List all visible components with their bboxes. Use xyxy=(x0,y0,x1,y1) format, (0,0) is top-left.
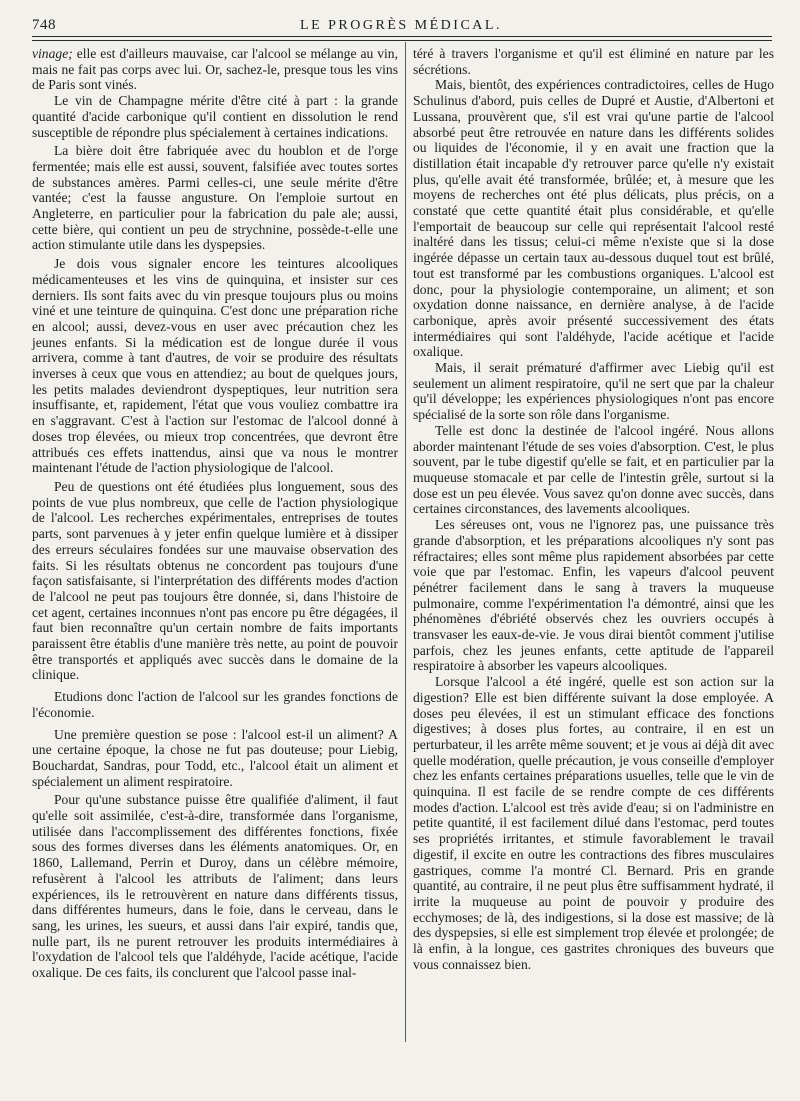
paragraph: Une première question se pose : l'alcool est-il un aliment? A une certaine époque, la chose ne fut pas douteuse; pour Liebig, Bouchardat, Sandras, pour Todd, etc., l'alcool était un aliment et spécialement un aliment respiratoire. xyxy=(32,726,398,789)
left-column xyxy=(32,46,398,981)
header-rule-top xyxy=(32,36,772,37)
paragraph: Lorsque l'alcool a été ingéré, quelle est son action sur la digestion? Elle est bien différente suivant la dose employée. A doses peu élevées, il est un stimulant efficace des fonctions digestives; à doses plus fortes, au contraire, il en est un perturbateur, il les arrête même souvent; et je vous ai déjà dit avec quelle modération, quelle précaution, je vous conseille d'employer chez les enfants certaines préparations usuelles, telle que le vin de quinquina. Il est facile de se rendre compte de ces différents modes d'action. L'alcool est très avide d'eau; si on l'administre en petite quantité, il est facilement dilué dans l'estomac, perd toutes ses propriétés irritantes, et stimule favorablement le travail digestif, il excite en outre les contractions des fibres musculaires gastriques, comme l'a montré Cl. Bernard. Pris en grande quantité, au contraire, il ne peut plus être suffisamment hydraté, il irrite la muqueuse au point de pouvoir y produire des ecchymoses; de là, des indigestions, si la dose est massive; de là des dyspepsies, si elle est simplement trop élevée et prolongée; de là enfin, à la longue, ces gastrites chroniques des buveurs que vous connaissez bien. xyxy=(413,674,774,972)
paragraph: La bière doit être fabriquée avec du houblon et de l'orge fermentée; mais elle est aussi, souvent, falsifiée avec toutes sortes de substances amères. Parmi celles-ci, une seule mérite d'être vantée; c'est la fausse angusture. On l'emploie surtout en Angleterre, en particulier pour la fabrication du pale ale; aussi, cette bière, qui contient un peu de strychnine, possède-t-elle une action stimulante utile dans les dyspepsies. xyxy=(32,143,398,253)
column-divider xyxy=(405,42,406,1042)
paragraph: Peu de questions ont été étudiées plus longuement, sous des points de vue plus nombreux, que celle de l'action physiologique de l'alcool. Les recherches expérimentales, entreprises de toutes parts, sont parvenues à y jeter enfin quelque lumière et à dissiper des erreurs séculaires fondées sur une mauvaise observation des faits. Si les résultats obtenus ne concordent pas toujours d'une façon satisfaisante, si l'interprétation des différents modes d'action de l'alcool ne peut pas toujours être donnée, si, dans l'histoire de cet agent, certaines inconnues n'ont pas encore pu être dégagées, il faut bien reconnaître qu'un certain nombre de faits importants paraissent être établis d'une manière très nette, au point de pouvoir être transportés et appliqués avec succès dans le domaine de la clinique. xyxy=(32,478,398,683)
paragraph: Etudions donc l'action de l'alcool sur les grandes fonctions de l'économie. xyxy=(32,689,398,720)
page-number: 748 xyxy=(32,17,56,33)
paragraph: Les séreuses ont, vous ne l'ignorez pas, une puissance très grande d'absorption, et les préparations alcooliques n'y sont pas réfractaires; elles sont même plus rapidement absorbées par cette voie que par l'estomac. Enfin, les vapeurs d'alcool peuvent pénétrer facilement dans le sang à travers la muqueuse pulmonaire, comme l'expérimentation l'a démontré, ainsi que les phénomènes d'ébriété observés chez les ouvriers occupés à transvaser les eaux-de-vie. Je vous dirai bientôt comment j'utilise parfois, chez les jeunes enfants, cette aptitude de l'appareil respiratoire à absorber les vapeurs alcooliques. xyxy=(413,517,774,674)
header-rule-bottom xyxy=(32,40,772,41)
paragraph: Je dois vous signaler encore les teintures alcooliques médicamenteuses et les vins de quinquina, et insister sur ces derniers. Ils sont faits avec du vin presque toujours plus ou moins viné et une teinture de quinquina. C'est donc une préparation riche en alcool; aussi, devez-vous en user avec précaution chez les jeunes enfants. Si la médication est de longue durée il vous arrivera, comme à tant d'autres, de voir se produire des résultats inverses à ceux que vous en attendiez; au bout de quelques jours, les petits malades deviendront dyspeptiques, leur nutrition sera insuffisante, et, rapidement, l'état que vous vouliez combattre ira en s'aggravant. C'est à l'action sur l'estomac de l'alcool donné à doses trop élevées, ou mieux trop concentrées, que devront être attribués ces effets inattendus, ainsi que va nous le montrer maintenant l'étude de l'action physiologique de l'alcool. xyxy=(32,256,398,476)
paragraph: Pour qu'une substance puisse être qualifiée d'aliment, il faut qu'elle soit assimilée, c'est-à-dire, transformée dans l'organisme, utilisée dans l'accomplissement des différentes fonctions, fixée sous des formes diverses dans les éléments anatomiques. Or, en 1860, Lallemand, Perrin et Duroy, dans un célèbre mémoire, refusèrent à l'alcool les attributs de l'aliment; dans leurs expériences, ils le retrouvèrent en nature dans différents tissus, dans différentes humeurs, dans le foie, dans le cerveau, dans le sang, les urines, les sueurs, et aussi dans l'air expiré, tandis que, nulle part, ils ne purent retrouver les produits intermédiaires à l'oxydation de l'alcool tels que l'aldéhyde, l'acide acétique, l'acide oxalique. De ces faits, ils conclurent que l'alcool passe inal- xyxy=(32,792,398,981)
paragraph: Le vin de Champagne mérite d'être cité à part : la grande quantité d'acide carbonique qu'il contient en dissolution le rend susceptible de répondre plus spécialement à certaines indications. xyxy=(32,93,398,140)
paragraph: téré à travers l'organisme et qu'il est éliminé en nature par les sécrétions. xyxy=(413,46,774,77)
paragraph xyxy=(32,46,398,93)
page-header xyxy=(32,14,770,36)
journal-title: LE PROGRÈS MÉDICAL. xyxy=(300,18,502,33)
paragraph-lead-word: vinage; xyxy=(32,46,73,61)
right-column xyxy=(413,46,774,972)
paragraph: Telle est donc la destinée de l'alcool ingéré. Nous allons aborder maintenant l'étude de ses voies d'absorption. C'est, le plus souvent, par le tube digestif qu'elle se fait, et en particulier par la muqueuse stomacale et par celle de l'intestin grêle, surtout si la dose est un peu élevée. Vous savez qu'on donne avec succès, dans certaines circonstances, des lavements alcooliques. xyxy=(413,422,774,517)
paragraph: Mais, bientôt, des expériences contradictoires, celles de Hugo Schulinus d'abord, puis celles de Dupré et Austie, d'Albertoni et Lussana, prouvèrent que, s'il est vrai qu'une partie de l'alcool absorbé peut être retrouvée en nature dans les différents solides ou liquides de l'économie, il y en avait une fraction que la distillation était incapable d'y retrouver parce qu'elle n'y existait plus, qu'elle avait été transformée, brûlée; et, à mesure que les moyens de recherches ont été plus délicats, plus précis, on a constaté que cette quantité était plus considérable, et qu'elle l'emportait de beaucoup sur celle qui représentait l'alcool resté inaltéré dans les tissus; celui-ci même n'existe que si la dose ingérée dépasse un certain taux au-dessous duquel tout est brûlé, tout est transformé par les combustions organiques. L'alcool est donc, pour la physiologie contemporaine, un aliment; et son oxydation donne naissance, en dernière analyse, à de l'acide carbonique, après avoir présenté successivement des états intermédiaires qui sont l'aldéhyde, l'acide acétique et l'acide oxalique. xyxy=(413,77,774,360)
paragraph-text: elle est d'ailleurs mauvaise, car l'alcool se mélange au vin, mais ne fait pas corps avec lui. Or, sachez-le, presque tous les vins de Paris sont vinés. xyxy=(32,46,398,93)
paragraph: Mais, il serait prématuré d'affirmer avec Liebig qu'il est seulement un aliment respiratoire, qu'il ne sert que par la chaleur qu'il développe; les expériences physiologiques n'ont pas encore spécialisé de la sorte son rôle dans l'organisme. xyxy=(413,360,774,423)
